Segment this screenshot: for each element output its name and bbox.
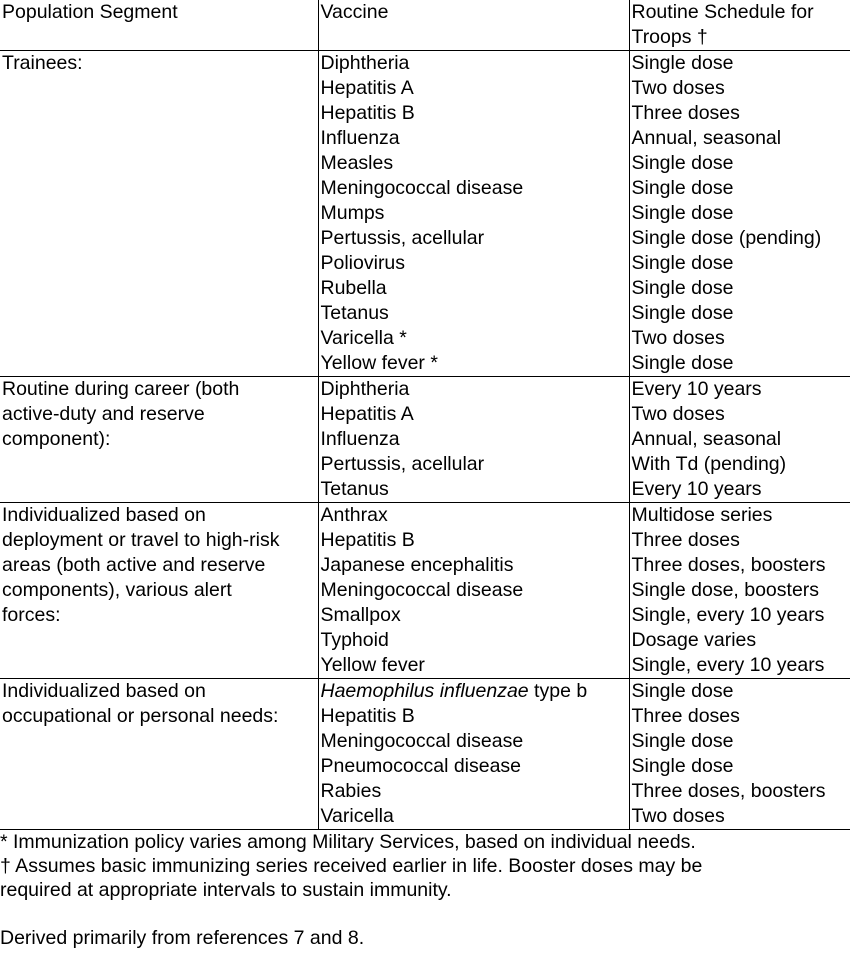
vaccine-name: Varicella *	[320, 327, 407, 349]
header-schedule-line: Routine Schedule for	[631, 1, 814, 23]
schedule-value: Single dose (pending)	[631, 227, 822, 249]
vaccine-name: Pertussis, acellular	[320, 453, 485, 475]
vaccine-name: Yellow fever	[320, 654, 425, 676]
vaccine-name: Poliovirus	[320, 252, 406, 274]
schedule-cell	[629, 51, 850, 377]
vaccine-name: Hepatitis A	[320, 403, 414, 425]
vaccine-name: Measles	[320, 152, 394, 174]
header-schedule-line: Troops †	[631, 26, 708, 48]
schedule-value: Annual, seasonal	[631, 127, 782, 149]
table-row	[0, 377, 850, 503]
vaccine-name: Diphtheria	[320, 52, 410, 74]
schedule-cell	[629, 679, 850, 830]
population-segment-line: occupational or personal needs:	[2, 705, 279, 727]
schedule-value: Single dose	[631, 52, 734, 74]
population-segment-cell	[0, 377, 318, 503]
vaccine-cell	[318, 51, 629, 377]
vaccine-name: Tetanus	[320, 302, 389, 324]
vaccine-name: Meningococcal disease	[320, 177, 524, 199]
footnote-asterisk: * Immunization policy varies among Military Services, based on individual needs.	[0, 831, 696, 853]
vaccine-cell	[318, 503, 629, 679]
schedule-value: Two doses	[631, 77, 725, 99]
schedule-value: Single dose	[631, 680, 734, 702]
population-segment-line: Routine during career (both	[2, 378, 240, 400]
schedule-value: Single dose	[631, 152, 734, 174]
schedule-value: Single, every 10 years	[631, 604, 825, 626]
header-population-segment: Population Segment	[2, 1, 178, 23]
schedule-value: Single dose, boosters	[631, 579, 820, 601]
schedule-value: Every 10 years	[631, 378, 762, 400]
schedule-value: Single dose	[631, 730, 734, 752]
vaccine-name: Rubella	[320, 277, 387, 299]
population-segment-cell	[0, 679, 318, 830]
schedule-value: Three doses, boosters	[631, 780, 826, 802]
schedule-value: Single dose	[631, 352, 734, 374]
vaccine-name-rest: type b	[528, 680, 588, 702]
vaccine-cell	[318, 679, 629, 830]
vaccine-name: Japanese encephalitis	[320, 554, 514, 576]
schedule-value: Single dose	[631, 302, 734, 324]
schedule-value: Single dose	[631, 177, 734, 199]
population-segment-line: Individualized based on	[2, 680, 206, 702]
vaccine-name-italic: Haemophilus influenzae	[320, 680, 529, 702]
vaccine-name: Typhoid	[320, 629, 389, 651]
population-segment-line: components), various alert	[2, 579, 232, 601]
vaccine-name: Hepatitis B	[320, 102, 415, 124]
vaccine-name: Influenza	[320, 127, 400, 149]
vaccine-name: Mumps	[320, 202, 385, 224]
source-note: Derived primarily from references 7 and 8.	[0, 927, 365, 949]
population-segment-line: areas (both active and reserve	[2, 554, 266, 576]
population-segment-line: forces:	[2, 604, 61, 626]
footnote-dagger: † Assumes basic immunizing series received earlier in life. Booster doses may be	[0, 855, 703, 877]
schedule-value: Annual, seasonal	[631, 428, 782, 450]
vaccine-name: Smallpox	[320, 604, 401, 626]
schedule-value: Three doses	[631, 102, 740, 124]
vaccine-name: Rabies	[320, 780, 382, 802]
population-segment-line: Trainees:	[2, 52, 83, 74]
schedule-value: Two doses	[631, 403, 725, 425]
vaccine-name	[321, 679, 629, 704]
vaccine-name: Tetanus	[320, 478, 389, 500]
schedule-value: Three doses	[631, 529, 740, 551]
schedule-value: Single, every 10 years	[631, 654, 825, 676]
population-segment-line: deployment or travel to high-risk	[2, 529, 280, 551]
vaccine-cell	[318, 377, 629, 503]
vaccine-name: Yellow fever *	[320, 352, 438, 374]
schedule-value: Single dose	[631, 755, 734, 777]
population-segment-line: component):	[2, 428, 111, 450]
table-row	[0, 503, 850, 679]
vaccine-name: Pneumococcal disease	[320, 755, 522, 777]
schedule-value: Three doses	[631, 705, 740, 727]
schedule-cell	[629, 503, 850, 679]
vaccine-name: Varicella	[320, 805, 394, 827]
table-row	[0, 51, 850, 377]
schedule-value: Single dose	[631, 252, 734, 274]
schedule-value: With Td (pending)	[631, 453, 787, 475]
vaccine-name: Hepatitis A	[320, 77, 414, 99]
vaccine-name: Hepatitis B	[320, 529, 415, 551]
population-segment-line: Individualized based on	[2, 504, 206, 526]
schedule-value: Dosage varies	[631, 629, 757, 651]
footnote-dagger-continued: required at appropriate intervals to sustain immunity.	[0, 879, 452, 901]
table-row	[0, 679, 850, 830]
vaccine-name: Pertussis, acellular	[320, 227, 485, 249]
population-segment-cell	[0, 503, 318, 679]
schedule-cell	[629, 377, 850, 503]
vaccine-name: Diphtheria	[320, 378, 410, 400]
schedule-value: Two doses	[631, 327, 725, 349]
vaccine-name: Anthrax	[320, 504, 388, 526]
schedule-value: Single dose	[631, 277, 734, 299]
population-segment-line: active-duty and reserve	[2, 403, 205, 425]
vaccine-name: Meningococcal disease	[320, 579, 524, 601]
schedule-value: Two doses	[631, 805, 725, 827]
header-row	[0, 0, 850, 51]
header-vaccine: Vaccine	[318, 0, 629, 51]
schedule-value: Three doses, boosters	[631, 554, 826, 576]
schedule-value: Single dose	[631, 202, 734, 224]
vaccine-name: Meningococcal disease	[320, 730, 524, 752]
vaccine-name: Hepatitis B	[320, 705, 415, 727]
vaccine-name: Influenza	[320, 428, 400, 450]
table-footnotes	[0, 830, 850, 950]
schedule-value: Multidose series	[631, 504, 773, 526]
header-routine-schedule	[629, 0, 850, 51]
schedule-value: Every 10 years	[631, 478, 762, 500]
population-segment-cell	[0, 51, 318, 377]
